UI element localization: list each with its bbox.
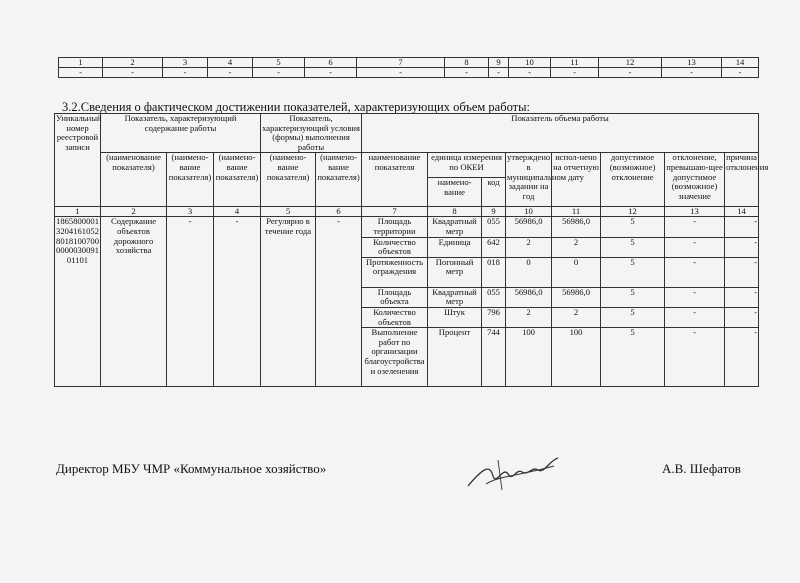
header-name-short: (наимено-вание показателя) bbox=[316, 153, 362, 207]
record-content: Содержание объектов дорожного хозяйства bbox=[101, 217, 167, 387]
top-dash-cell: - bbox=[722, 68, 759, 78]
top-number-row bbox=[59, 58, 759, 68]
row-reason: - bbox=[725, 237, 759, 257]
top-dash-cell: - bbox=[489, 68, 509, 78]
column-number: 7 bbox=[362, 207, 428, 217]
record-col6: - bbox=[316, 217, 362, 387]
row-over: - bbox=[665, 237, 725, 257]
header-volume-indicator: Показатель объема работы bbox=[362, 114, 759, 153]
column-number: 14 bbox=[725, 207, 759, 217]
header-approved: утверждено в муниципальном задании на год bbox=[506, 153, 552, 207]
header-row-2 bbox=[55, 153, 759, 178]
top-continuation-table bbox=[58, 57, 759, 78]
row-reason: - bbox=[725, 217, 759, 237]
top-num-cell: 7 bbox=[357, 58, 445, 68]
row-over: - bbox=[665, 328, 725, 387]
header-unit-code: код bbox=[482, 178, 506, 207]
column-number: 10 bbox=[506, 207, 552, 217]
row-executed: 0 bbox=[552, 257, 601, 287]
column-number: 9 bbox=[482, 207, 506, 217]
header-unique-number: Уникальный номер реестровой записи bbox=[55, 114, 101, 207]
director-title: Директор МБУ ЧМР «Коммунальное хозяйство» bbox=[56, 461, 327, 476]
top-num-cell: 2 bbox=[103, 58, 163, 68]
record-col3: - bbox=[167, 217, 214, 387]
top-dash-cell: - bbox=[551, 68, 599, 78]
top-dash-cell: - bbox=[357, 68, 445, 78]
row-unit-code: 744 bbox=[482, 328, 506, 387]
header-name-short: (наимено-вание показателя) bbox=[261, 153, 316, 207]
section-title: 3.2.Сведения о фактическом достижении показателей, характеризующих объем работы: bbox=[62, 100, 530, 114]
column-number: 5 bbox=[261, 207, 316, 217]
table-row bbox=[55, 217, 759, 237]
header-allowed-deviation: допустимое (возможное) отклонение bbox=[601, 153, 665, 207]
column-number-row bbox=[55, 207, 759, 217]
row-indicator-name: Количество объектов bbox=[362, 237, 428, 257]
header-deviation-over: отклонение, превышаю-щее допустимое (возможное) значение bbox=[665, 153, 725, 207]
signature-icon bbox=[458, 446, 578, 496]
top-num-cell: 3 bbox=[163, 58, 208, 68]
row-over: - bbox=[665, 257, 725, 287]
column-number: 4 bbox=[214, 207, 261, 217]
column-number: 8 bbox=[428, 207, 482, 217]
header-row-1 bbox=[55, 114, 759, 153]
top-dash-cell: - bbox=[103, 68, 163, 78]
row-unit-code: 796 bbox=[482, 307, 506, 327]
header-executed: испол-нено на отчетную дату bbox=[552, 153, 601, 207]
row-approved: 2 bbox=[506, 237, 552, 257]
header-content-indicator: Показатель, характеризующий содержание работы bbox=[101, 114, 261, 153]
column-number: 13 bbox=[665, 207, 725, 217]
row-unit-name: Процент bbox=[428, 328, 482, 387]
record-unique-number: 186580000132041610528018100700000003009101101 bbox=[55, 217, 101, 387]
header-indicator-name: наименование показателя bbox=[362, 153, 428, 207]
row-executed: 56986,0 bbox=[552, 217, 601, 237]
row-allowed: 5 bbox=[601, 307, 665, 327]
row-over: - bbox=[665, 287, 725, 307]
top-dash-cell: - bbox=[445, 68, 489, 78]
top-dash-cell: - bbox=[253, 68, 305, 78]
top-dash-cell: - bbox=[163, 68, 208, 78]
volume-indicators-table bbox=[54, 113, 769, 387]
row-indicator-name: Площадь объекта bbox=[362, 287, 428, 307]
row-allowed: 5 bbox=[601, 287, 665, 307]
top-dash-cell: - bbox=[599, 68, 662, 78]
row-approved: 56986,0 bbox=[506, 287, 552, 307]
row-reason: - bbox=[725, 287, 759, 307]
row-indicator-name: Площадь территории bbox=[362, 217, 428, 237]
row-allowed: 5 bbox=[601, 217, 665, 237]
top-num-cell: 14 bbox=[722, 58, 759, 68]
top-num-cell: 9 bbox=[489, 58, 509, 68]
row-allowed: 5 bbox=[601, 237, 665, 257]
top-dash-row bbox=[59, 68, 759, 78]
row-executed: 2 bbox=[552, 307, 601, 327]
record-col4: - bbox=[214, 217, 261, 387]
top-num-cell: 5 bbox=[253, 58, 305, 68]
top-num-cell: 10 bbox=[509, 58, 551, 68]
top-dash-cell: - bbox=[305, 68, 357, 78]
row-unit-name: Квадратный метр bbox=[428, 217, 482, 237]
row-approved: 100 bbox=[506, 328, 552, 387]
column-number: 6 bbox=[316, 207, 362, 217]
top-num-cell: 12 bbox=[599, 58, 662, 68]
row-unit-name: Штук bbox=[428, 307, 482, 327]
header-unit-okei: единица измерения по ОКЕИ bbox=[428, 153, 506, 178]
row-unit-name: Квадратный метр bbox=[428, 287, 482, 307]
row-allowed: 5 bbox=[601, 328, 665, 387]
header-unit-name: наимено-вание bbox=[428, 178, 482, 207]
row-executed: 100 bbox=[552, 328, 601, 387]
row-unit-name: Единица bbox=[428, 237, 482, 257]
row-over: - bbox=[665, 307, 725, 327]
top-num-cell: 4 bbox=[208, 58, 253, 68]
column-number: 2 bbox=[101, 207, 167, 217]
top-num-cell: 13 bbox=[662, 58, 722, 68]
row-unit-code: 642 bbox=[482, 237, 506, 257]
row-indicator-name: Протяженность ограждения bbox=[362, 257, 428, 287]
director-name: А.В. Шефатов bbox=[662, 461, 741, 476]
row-reason: - bbox=[725, 307, 759, 327]
row-unit-code: 055 bbox=[482, 287, 506, 307]
record-condition: Регулярно в течение года bbox=[261, 217, 316, 387]
column-number: 1 bbox=[55, 207, 101, 217]
row-approved: 0 bbox=[506, 257, 552, 287]
top-dash-cell: - bbox=[509, 68, 551, 78]
column-number: 11 bbox=[552, 207, 601, 217]
row-over: - bbox=[665, 217, 725, 237]
top-num-cell: 6 bbox=[305, 58, 357, 68]
row-unit-code: 018 bbox=[482, 257, 506, 287]
row-approved: 56986,0 bbox=[506, 217, 552, 237]
row-indicator-name: Выполнение работ по организации благоустройства и озеленения bbox=[362, 328, 428, 387]
row-executed: 56986,0 bbox=[552, 287, 601, 307]
row-executed: 2 bbox=[552, 237, 601, 257]
top-dash-cell: - bbox=[59, 68, 103, 78]
top-dash-cell: - bbox=[208, 68, 253, 78]
top-dash-cell: - bbox=[662, 68, 722, 78]
column-number: 12 bbox=[601, 207, 665, 217]
row-reason: - bbox=[725, 328, 759, 387]
row-unit-name: Погонный метр bbox=[428, 257, 482, 287]
header-name-indicator: (наименование показателя) bbox=[101, 153, 167, 207]
header-reason: причина отклонения bbox=[725, 153, 759, 207]
row-allowed: 5 bbox=[601, 257, 665, 287]
column-number: 3 bbox=[167, 207, 214, 217]
row-unit-code: 055 bbox=[482, 217, 506, 237]
header-name-short: (наимено-вание показателя) bbox=[167, 153, 214, 207]
top-num-cell: 1 bbox=[59, 58, 103, 68]
row-indicator-name: Количество объектов bbox=[362, 307, 428, 327]
header-name-short: (наимено-вание показателя) bbox=[214, 153, 261, 207]
row-approved: 2 bbox=[506, 307, 552, 327]
row-reason: - bbox=[725, 257, 759, 287]
top-num-cell: 8 bbox=[445, 58, 489, 68]
top-num-cell: 11 bbox=[551, 58, 599, 68]
header-conditions-indicator: Показатель, характеризующий условия (формы) выполнения работы bbox=[262, 113, 360, 152]
